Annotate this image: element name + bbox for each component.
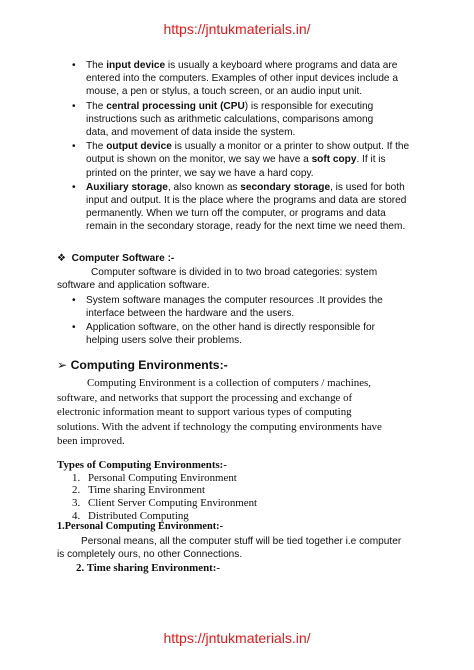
list-item-line: System software manages the computer resources .It provides the <box>86 294 383 306</box>
list-item-line: The central processing unit (CPU) is responsible for executing <box>86 100 374 112</box>
paragraph-line: been improved. <box>57 435 125 448</box>
bullet-dot: • <box>72 141 76 153</box>
list-item-line: helping users solve their problems. <box>86 335 242 347</box>
list-item: 1. Personal Computing Environment <box>72 471 237 484</box>
list-item-line: instructions such as arithmetic calculations, comparisons among <box>86 113 374 125</box>
paragraph-line: software and application software. <box>57 280 210 292</box>
list-item-line: Application software, on the other hand is directly responsible for <box>86 322 375 334</box>
list-item-line: permanently. When we turn off the computer, or programs and data <box>86 208 386 220</box>
paragraph-line: Personal means, all the computer stuff will be tied together i.e computer <box>81 536 402 547</box>
list-item-auxiliary-storage <box>57 181 457 234</box>
list-item-output-device <box>57 140 457 180</box>
computer-software-section <box>57 252 457 347</box>
paragraph-line: Computing Environment is a collection of computers / machines, <box>87 377 372 389</box>
section-heading: ❖ Computer Software :- <box>57 253 175 264</box>
types-heading: Types of Computing Environments:- <box>57 459 227 471</box>
list-item: 2. Time sharing Environment <box>72 484 205 497</box>
list-item-line: interface between the hardware and the users. <box>86 307 295 319</box>
bullet-dot: • <box>72 100 76 112</box>
bullet-dot: • <box>72 294 76 306</box>
paragraph-line: software, and networks that support the processing and exchange of <box>57 391 353 404</box>
bullet-dot: • <box>72 322 76 334</box>
arrow-bullet-icon: ➢ <box>57 358 68 372</box>
list-item: 4. Distributed Computing <box>72 509 189 522</box>
personal-heading: 1.Personal Computing Environment:- <box>57 521 224 532</box>
footer-url-link[interactable]: https://jntukmaterials.in/ <box>163 630 311 646</box>
list-item-cpu <box>57 100 457 140</box>
paragraph-line: solutions. With the advent if technology the computing environments have <box>57 420 382 433</box>
device-bullet-list <box>57 59 457 234</box>
paragraph-line: Computer software is divided in to two broad categories: system <box>91 267 378 279</box>
list-item-line: Auxiliary storage, also known as secondary storage, is used for both <box>86 181 405 193</box>
environments-paragraph <box>57 376 457 449</box>
list-item-line: The output device is usually a monitor or a printer to show output. If the <box>86 141 410 153</box>
list-item-line: output is shown on the monitor, we say we have a soft copy. If it is <box>86 154 386 166</box>
computing-environments-section <box>57 358 457 449</box>
time-sharing-heading: 2. Time sharing Environment:- <box>76 562 221 574</box>
diamond-bullet-icon: ❖ <box>57 253 67 264</box>
list-item-line: mouse, a pen or stylus, a touch screen, or an audio input unit. <box>86 86 363 98</box>
list-item-application-software <box>57 321 457 347</box>
list-item-system-software <box>57 294 457 320</box>
list-item-line: remain in the secondary storage, ready for the next time we need them. <box>86 221 406 233</box>
paragraph-line: electronic information meant to support various types of computing <box>57 406 352 419</box>
list-item-line: entered into the computers. Examples of other input devices include a <box>86 73 398 85</box>
bullet-dot: • <box>72 60 76 71</box>
header-url-link[interactable]: https://jntukmaterials.in/ <box>163 21 311 37</box>
list-item-input-device <box>57 59 457 99</box>
list-item-line: data, and movement of data inside the system. <box>86 127 296 139</box>
list-item-line: The input device is usually a keyboard where programs and data are <box>86 60 398 71</box>
list-item: 3. Client Server Computing Environment <box>72 497 258 510</box>
list-item-line: input and output. It is the place where the programs and data are stored <box>86 195 407 207</box>
bullet-dot: • <box>72 181 76 193</box>
types-section <box>57 459 457 523</box>
personal-paragraph <box>57 535 457 561</box>
types-list <box>57 472 457 523</box>
list-item-line: printed on the printer, we say we have a hard copy. <box>86 167 314 179</box>
section-heading: ➢ Computing Environments:- <box>57 358 228 372</box>
paragraph-line: is completely ours, no other Connections. <box>57 549 243 561</box>
